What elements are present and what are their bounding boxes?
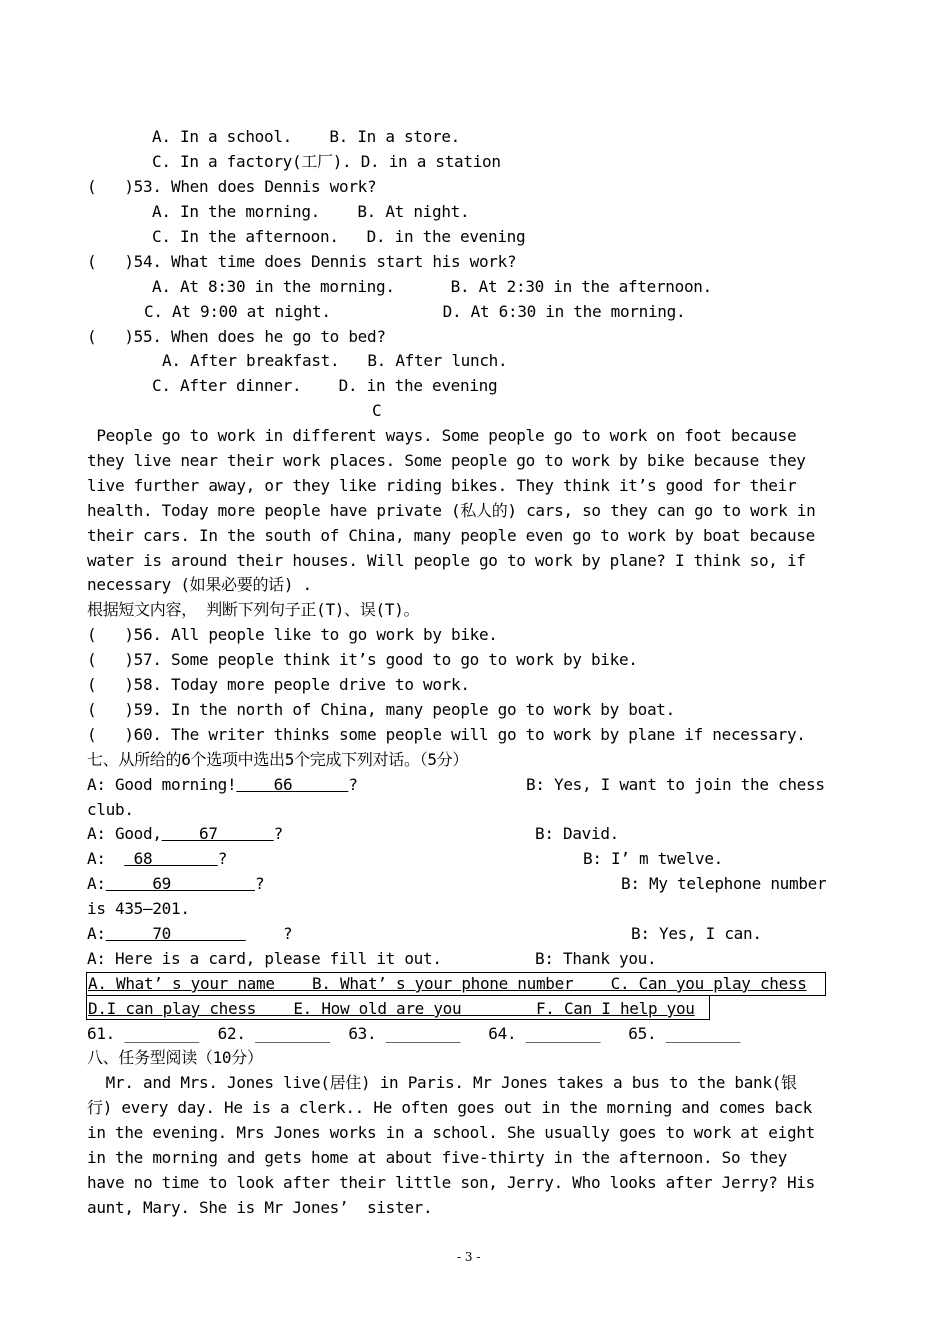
q53-option-line-2: C. In the afternoon. D. in the evening bbox=[152, 227, 526, 246]
passage-line: necessary (如果必要的话) . bbox=[87, 575, 312, 594]
question-58: ( )58. Today more people drive to work. bbox=[87, 675, 470, 694]
passage-instruction: 根据短文内容， 判断下列句子正(T)、误(T)。 bbox=[87, 600, 420, 619]
dialogue-4-continued: is 435—201. bbox=[87, 899, 190, 918]
passage-line: their cars. In the south of China, many people even go to work by boat because bbox=[87, 526, 815, 545]
dialogue-5-b: B: Yes, I can. bbox=[631, 924, 762, 943]
q54-option-line-2: C. At 9:00 at night. D. At 6:30 in the morning. bbox=[144, 302, 686, 321]
passage-line: they live near their work places. Some people go to work by bike because they bbox=[87, 451, 806, 470]
blank-69: 69 bbox=[105, 874, 255, 893]
dialogue-2-a: A: Good, 67 ? bbox=[87, 824, 284, 843]
dialogue-6-a: A: Here is a card, please fill it out. bbox=[87, 949, 442, 968]
reading-line: have no time to look after their little son, Jerry. Who looks after Jerry? His bbox=[87, 1173, 815, 1192]
dialogue-4-b: B: My telephone number bbox=[621, 874, 827, 893]
dialogue-6-b: B: Thank you. bbox=[535, 949, 657, 968]
dialogue-1-b: B: Yes, I want to join the chess bbox=[526, 775, 825, 794]
blank-67: 67 bbox=[161, 824, 274, 843]
q52-option-line-2: C. In a factory(工厂). D. in a station bbox=[152, 152, 501, 171]
options-row-1: A. What’ s your name B. What’ s your phone number C. Can you play chess bbox=[88, 974, 807, 993]
q54-option-line-1: A. At 8:30 in the morning. B. At 2:30 in the afternoon. bbox=[152, 277, 712, 296]
q52-option-line-1: A. In a school. B. In a store. bbox=[152, 127, 460, 146]
question-56: ( )56. All people like to go work by bike. bbox=[87, 625, 498, 644]
dialogue-1-continued: club. bbox=[87, 800, 134, 819]
reading-line: Mr. and Mrs. Jones live(居住) in Paris. Mr Jones takes a bus to the bank(银 bbox=[87, 1073, 797, 1092]
question-59: ( )59. In the north of China, many people go to work by boat. bbox=[87, 700, 675, 719]
passage-label: C bbox=[372, 401, 382, 420]
dialogue-2-b: B: David. bbox=[535, 824, 619, 843]
answer-blanks: 61. ________ 62. ________ 63. ________ 64. ________ 65. ________ bbox=[87, 1024, 741, 1043]
question-60: ( )60. The writer thinks some people will go to work by plane if necessary. bbox=[87, 725, 806, 744]
dialogue-4-a: A: 69 ? bbox=[87, 874, 265, 893]
q55-option-line-1: A. After breakfast. B. After lunch. bbox=[162, 351, 508, 370]
dialogue-3-b: B: I’ m twelve. bbox=[583, 849, 723, 868]
dialogue-1-a: A: Good morning! 66 ? bbox=[87, 775, 358, 794]
passage-line: water is around their houses. Will people go to work by plane? I think so, if bbox=[87, 551, 806, 570]
dialogue-3-a: A: 68 ? bbox=[87, 849, 228, 868]
blank-68: 68 bbox=[124, 849, 218, 868]
passage-line: People go to work in different ways. Some people go to work on foot because bbox=[87, 426, 797, 445]
q53-option-line-1: A. In the morning. B. At night. bbox=[152, 202, 470, 221]
reading-line: in the evening. Mrs Jones works in a school. She usually goes to work at eight bbox=[87, 1123, 815, 1142]
reading-line: aunt, Mary. She is Mr Jones’ sister. bbox=[87, 1198, 433, 1217]
dialogue-5-a: A: 70 ? bbox=[87, 924, 293, 943]
section-7-heading: 七、从所给的6个选项中选出5个完成下列对话。（5分） bbox=[87, 750, 469, 769]
passage-line: live further away, or they like riding bikes. They think it’s good for their bbox=[87, 476, 797, 495]
blank-66: 66 bbox=[236, 775, 349, 794]
reading-line: in the morning and gets home at about five-thirty in the afternoon. So they bbox=[87, 1148, 787, 1167]
question-55: ( )55. When does he go to bed? bbox=[87, 327, 386, 346]
section-8-heading: 八、任务型阅读（10分） bbox=[87, 1048, 263, 1067]
passage-line: health. Today more people have private (私人的) cars, so they can go to work in bbox=[87, 501, 816, 520]
q55-option-line-2: C. After dinner. D. in the evening bbox=[152, 376, 498, 395]
question-53: ( )53. When does Dennis work? bbox=[87, 177, 377, 196]
question-57: ( )57. Some people think it’s good to go to work by bike. bbox=[87, 650, 638, 669]
question-54: ( )54. What time does Dennis start his work? bbox=[87, 252, 517, 271]
options-row-2: D.I can play chess E. How old are you F. Can I help you bbox=[88, 999, 695, 1018]
page-number: - 3 - bbox=[457, 1250, 481, 1264]
reading-line: 行) every day. He is a clerk.. He often goes out in the morning and comes back bbox=[87, 1098, 812, 1117]
blank-70: 70 bbox=[105, 924, 246, 943]
